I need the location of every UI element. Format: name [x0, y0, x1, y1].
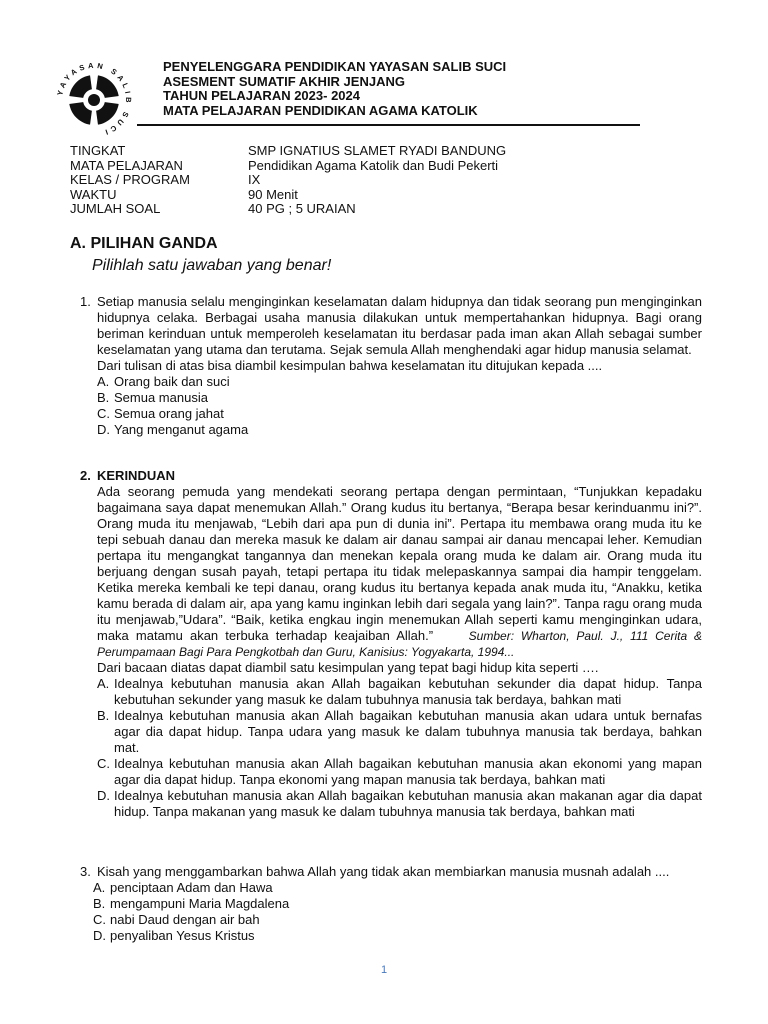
info-value: IX [248, 172, 261, 187]
question-prompt: Dari tulisan di atas bisa diambil kesimpulan bahwa keselamatan itu ditujukan kepada .... [97, 358, 603, 373]
option-text: Yang menganut agama [114, 422, 249, 437]
option [97, 756, 702, 788]
option-text: Idealnya kebutuhan manusia akan Allah bagaikan kebutuhan sekunder dia dapat hidup. Tanpa kebutuhan sekunder yang masuk ke dalam tubuhnya manusia tak berdaya, bahkan mati [114, 676, 702, 707]
question-1 [80, 294, 702, 438]
option-letter: A. [97, 676, 110, 691]
option-letter: C. [97, 406, 110, 421]
option [93, 896, 702, 912]
header-divider [137, 124, 640, 126]
question-number: 3. [80, 864, 91, 879]
option-text: penciptaan Adam dan Hawa [110, 880, 273, 895]
option-letter: D. [97, 788, 110, 803]
option-text: mengampuni Maria Magdalena [110, 896, 290, 911]
section-a [70, 234, 331, 276]
option [93, 928, 702, 944]
info-value: 90 Menit [248, 186, 298, 202]
info-value: 40 PG ; 5 URAIAN [248, 201, 356, 216]
question-number: 1. [80, 294, 91, 309]
option [97, 788, 702, 820]
option [97, 406, 702, 422]
section-title: A. PILIHAN GANDA [70, 235, 218, 252]
document-header [163, 60, 643, 118]
option-letter: D. [97, 422, 110, 437]
question-text: Kisah yang menggambarkan bahwa Allah yang tidak akan membiarkan manusia musnah adalah .... [97, 864, 670, 879]
exam-info-table [70, 144, 506, 217]
option-text: Idealnya kebutuhan manusia akan Allah bagaikan kebutuhan manusia akan ekonomi yang mapan agar dia dapat hidup. Tanpa ekonomi yang mapan manusia tak berdaya, bahkan mati [114, 756, 702, 787]
option [97, 676, 702, 708]
info-label: MATA PELAJARAN [70, 157, 183, 173]
option-letter: D. [93, 928, 106, 943]
info-row [70, 188, 506, 203]
info-label: WAKTU [70, 186, 117, 202]
option-text: Idealnya kebutuhan manusia akan Allah bagaikan kebutuhan manusia akan makanan agar dia dapat hidup. Tanpa makanan yang masuk ke dalam tubuhnya manusia tak berdaya, bahkan mati [114, 788, 702, 819]
option-text: Semua manusia [114, 390, 208, 405]
info-row [70, 159, 506, 174]
option [93, 912, 702, 928]
page-number: 1 [380, 964, 388, 976]
story-text [97, 484, 702, 660]
story-source: Sumber: Wharton, Paul. J., 111 Cerita & Perumpamaan Bagi Para Pengkotbah dan Guru, Kanisius: Yogyakarta, 1994... [97, 629, 702, 659]
question-text: Setiap manusia selalu menginginkan keselamatan dalam hidupnya dan tidak seorang pun menginginkan hidupnya celaka. Berbagai usaha manusia dilakukan untuk mempertahankan hidupnya. Bagi orang beriman kerinduan untuk memperoleh keselamatan itu berdasar pada iman akan Allah sebagai sumber keselamatan yang utama dan terutama. Sejak semula Allah menghendaki agar hidup manusia selamat. [97, 294, 702, 357]
option-letter: C. [97, 756, 110, 771]
logo-ring-text: YAYASAN SALIB SUCI [55, 60, 134, 138]
option-letter: A. [97, 374, 110, 389]
question-title: KERINDUAN [97, 468, 175, 483]
option-letter: B. [93, 896, 106, 911]
option [97, 390, 702, 406]
option-text: penyaliban Yesus Kristus [110, 928, 255, 943]
info-label: JUMLAH SOAL [70, 201, 161, 216]
question-3 [80, 864, 702, 944]
option-letter: B. [97, 390, 110, 405]
info-label: KELAS / PROGRAM [70, 172, 190, 187]
option-text: Idealnya kebutuhan manusia akan Allah bagaikan kebutuhan manusia akan udara untuk bernafas agar dia dapat hidup. Tanpa udara yang masuk ke dalam tubuhnya manusia tak berdaya, bahkan mat. [114, 708, 702, 755]
option [93, 880, 702, 896]
story-body: Ada seorang pemuda yang mendekati seorang pertapa dengan permintaan, “Tunjukkan kepadaku bagaimana saya dapat menemukan Allah.” Orang kudus itu bertanya, “Berapa besar kerinduanmu ini?”. Orang muda itu menjawab, “Lebih dari apa pun di dunia ini”. Pertapa itu membawa orang muda itu ke tepi sebuah danau dan mereka masuk ke dalam air danau sampai air danau mencapai leher. Kemudian pertapa itu mengangkat tangannya dan menekan kepala orang muda ke dalam air. Orang muda itu berjuang dengan susah payah, tetapi pertapa itu tidak melepaskannya sampai dia hampir tenggelam. Ketika mereka kembali ke tepi danau, orang kudus itu bertanya kepada anak muda itu, “Anakku, ketika kamu berada di dalam air, apa yang kamu inginkan lebih dari segala yang lain?”. Tanpa ragu orang muda itu menjawab,”Udara”. “Baik, ketika engkau ingin menemukan Allah seperti kamu menginginkan udara, maka matamu akan terbuka terhadap keajaiban Allah.” [97, 484, 702, 643]
info-value: SMP IGNATIUS SLAMET RYADI BANDUNG [248, 143, 507, 158]
option [97, 374, 702, 390]
yayasan-logo [52, 58, 136, 142]
option-text: Orang baik dan suci [114, 374, 230, 389]
question-number: 2. [80, 468, 91, 483]
section-instruction: Pilihlah satu jawaban yang benar! [92, 257, 332, 274]
header-line-1: PENYELENGGARA PENDIDIKAN YAYASAN SALIB SUCI [163, 59, 507, 74]
question-prompt: Dari bacaan diatas dapat diambil satu kesimpulan yang tepat bagi hidup kita seperti …. [97, 660, 599, 675]
option [97, 422, 702, 438]
info-label: TINGKAT [70, 143, 126, 158]
option-letter: A. [93, 880, 106, 895]
info-row [70, 144, 506, 159]
question-2 [80, 468, 702, 820]
info-value: Pendidikan Agama Katolik dan Budi Pekerti [248, 157, 499, 173]
info-row [70, 202, 506, 217]
option-text: nabi Daud dengan air bah [110, 912, 260, 927]
header-line-2: ASESMENT SUMATIF AKHIR JENJANG [163, 73, 405, 89]
header-line-3: TAHUN PELAJARAN 2023- 2024 [163, 88, 360, 103]
option-text: Semua orang jahat [114, 406, 224, 421]
option-letter: C. [93, 912, 106, 927]
option [97, 708, 702, 756]
option-letter: B. [97, 708, 110, 723]
info-row [70, 173, 506, 188]
header-line-4: MATA PELAJARAN PENDIDIKAN AGAMA KATOLIK [163, 102, 478, 118]
